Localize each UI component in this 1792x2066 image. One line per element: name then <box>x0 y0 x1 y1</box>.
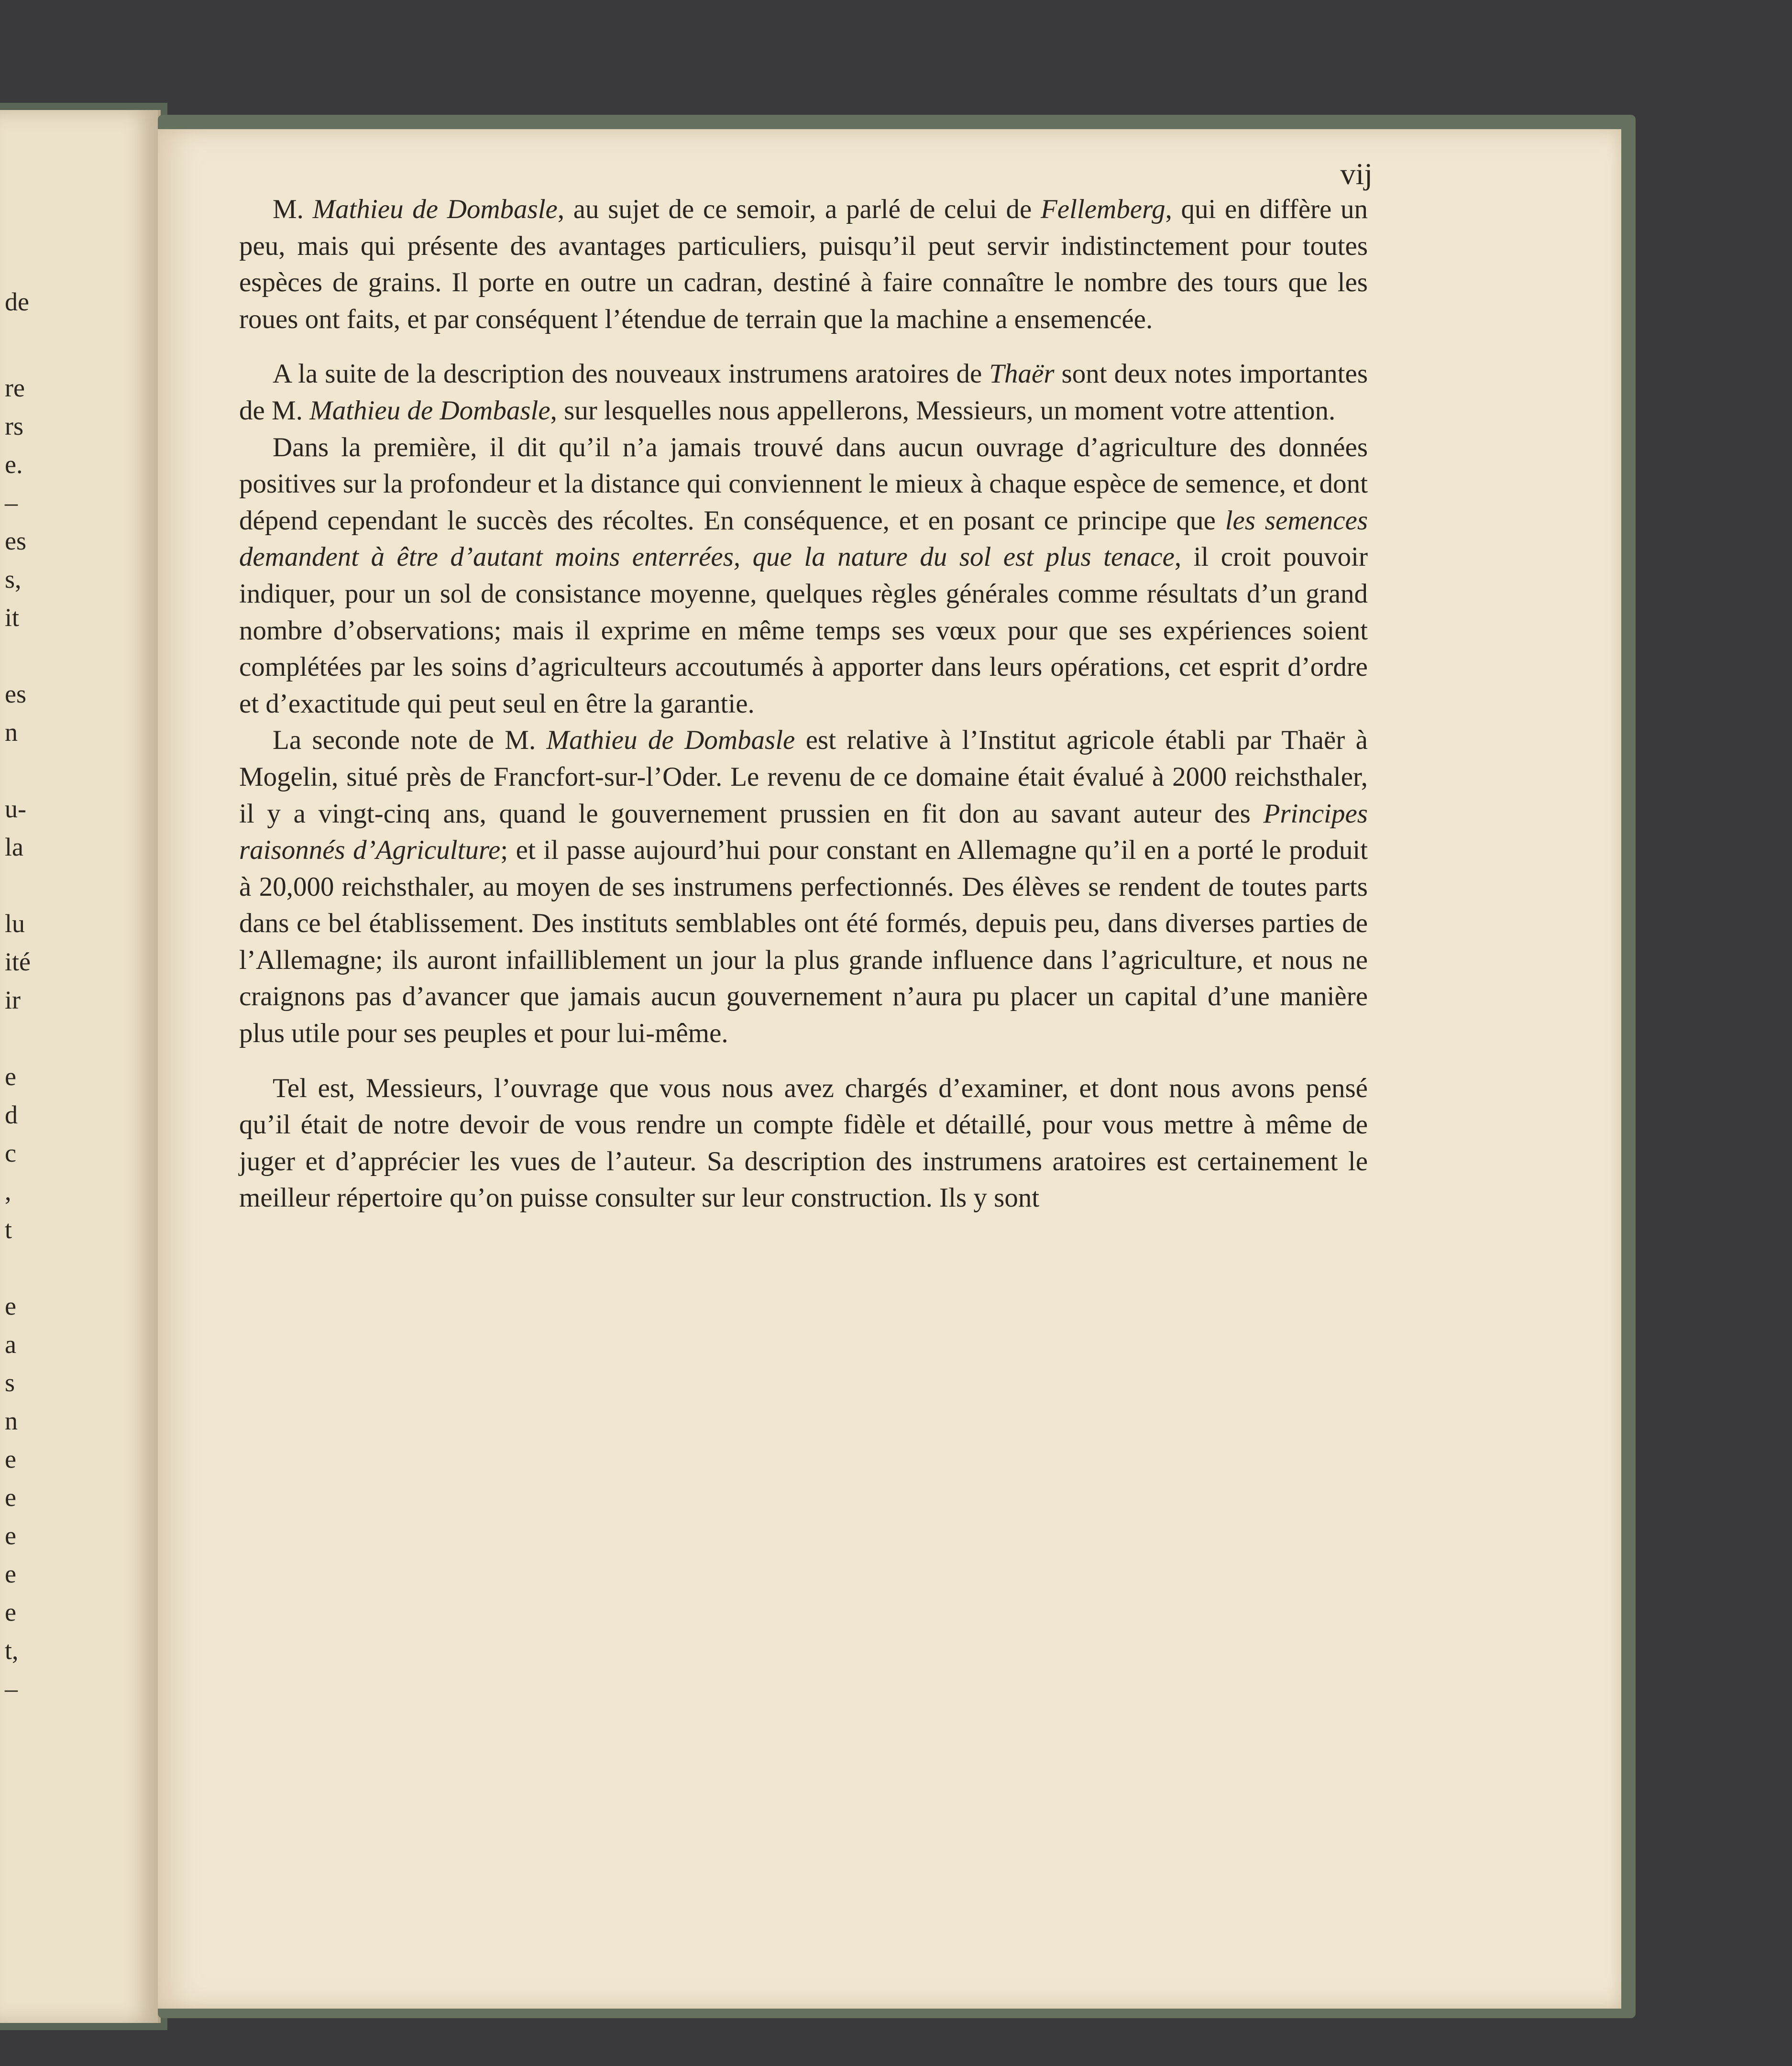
margin-fragment: e <box>5 1062 16 1091</box>
paragraph-1 <box>239 191 1368 338</box>
margin-fragment: e <box>5 1445 16 1473</box>
text-run: La seconde note de M. <box>273 725 547 756</box>
margin-fragment: re <box>5 374 25 402</box>
text-run: Tel est, Messieurs, l’ouvrage que vous nous avez chargés d’examiner, et dont nous avons pensé qu’il était de notre devoir de vous rendre un compte fidèle et détaillé, pour vous mettre à même de juger et d’apprécier les vues de l’auteur. Sa description des instrumens aratoires est certainement le meilleur répertoire qu’on puisse consulter sur leur construction. Ils y sont <box>239 1073 1368 1213</box>
margin-fragment: d <box>5 1100 18 1129</box>
margin-fragment: e <box>5 1560 16 1588</box>
margin-fragment: u- <box>5 794 26 823</box>
paragraph-5 <box>239 1070 1368 1217</box>
paragraph-4 <box>239 722 1368 1052</box>
margin-fragment: c <box>5 1139 16 1167</box>
margin-fragment: , <box>5 1177 11 1206</box>
text-run: Mathieu de Dombasle <box>546 725 795 756</box>
margin-fragment: la <box>5 833 23 861</box>
margin-fragment: s <box>5 1368 15 1397</box>
text-run: Fellemberg <box>1040 194 1165 224</box>
margin-fragment: ir <box>5 986 21 1014</box>
text-run: , sur lesquelles nous appellerons, Messieurs, un moment votre attention. <box>550 395 1336 426</box>
margin-fragment: n <box>5 718 18 747</box>
text-run: Thaër <box>989 359 1055 389</box>
text-run: A la suite de la description des nouveaux instrumens aratoires de <box>273 359 989 389</box>
margin-fragment: e <box>5 1521 16 1550</box>
margin-fragment: it <box>5 603 20 632</box>
margin-fragment: a <box>5 1330 16 1359</box>
margin-fragment: – <box>5 1674 18 1703</box>
text-run: , qui en diffère un peu, mais qui présente des avantages particuliers, puisqu’il peut servir indistinctement pour toutes espèces de grains. Il porte en outre un cadran, destiné à faire connaître le nombre des tours que les roues ont faits, et par conséquent l’étendue de terrain que la machine a ensemencée. <box>239 194 1368 334</box>
paragraph-3 <box>239 429 1368 723</box>
text-run: Dans la première, il dit qu’il n’a jamais trouvé dans aucun ouvrage d’agriculture des données positives sur la profondeur et la distance qui conviennent le mieux à chaque espèce de semence, et dont dépend cependant le succès des récoltes. En conséquence, et en posant ce principe que <box>239 432 1368 536</box>
text-run: les semences demandent à être d’autant moins enterrées, que la nature du sol est plus tenace <box>239 505 1368 572</box>
margin-fragment: es <box>5 680 26 708</box>
text-run: Mathieu de Dombasle <box>309 395 550 426</box>
margin-fragment: lu <box>5 909 25 938</box>
margin-fragment: t <box>5 1215 12 1244</box>
text-run: est relative à l’Institut agricole établi par Thaër à Mogelin, situé près de Francfort-sur-l’Oder. Le revenu de ce domaine était évalué à 2000 reichsthaler, il y a vingt-cinq ans, quand le gouvernement prussien en fit don au savant auteur des <box>239 725 1368 829</box>
margin-fragment: e <box>5 1292 16 1320</box>
paragraph-2 <box>239 356 1368 429</box>
margin-fragment: s, <box>5 565 22 593</box>
margin-fragment: – <box>5 488 18 517</box>
text-run: , au sujet de ce semoir, a parlé de celui de <box>557 194 1041 224</box>
text-run: sont deux notes importantes de M. <box>239 359 1368 426</box>
text-run: ; et il passe aujourd’hui pour constant en Allemagne qu’il en a porté le produit à 20,000 reichsthaler, au moyen de ses instrumens perfectionnés. Des élèves se rendent de toutes parts dans ce bel établissement. Des instituts semblables ont été formés, depuis peu, dans diverses parties de l’Allemagne; ils auront infailliblement un jour la plus grande influence dans l’agriculture, et nous ne craignons pas d’avancer que jamais aucun gouvernement n’aura pu placer un capital d’une manière plus utile pour ses peuples et pour lui-même. <box>239 835 1368 1049</box>
margin-fragment: e <box>5 1598 16 1626</box>
margin-fragment: rs <box>5 412 23 440</box>
text-run: , il croit pouvoir indiquer, pour un sol de consistance moyenne, quelques règles générales comme résultats d’un grand nombre d’observations; mais il exprime en même temps ses vœux pour que ses expériences soient complétées par les soins d’agriculteurs accoutumés à apporter dans leurs opérations, cet esprit d’ordre et d’exactitude qui peut seul en être la garantie. <box>239 542 1368 719</box>
margin-fragment: e. <box>5 450 23 479</box>
margin-fragment: ité <box>5 947 31 976</box>
text-run: Mathieu de Dombasle <box>312 194 558 224</box>
page-number: vij <box>1340 157 1373 191</box>
text-block <box>239 191 1368 1731</box>
margin-fragment: n <box>5 1407 18 1435</box>
text-run: Principes raisonnés d’Agriculture <box>239 798 1368 866</box>
margin-fragment: e <box>5 1483 16 1512</box>
margin-fragment: de <box>5 287 29 316</box>
margin-fragment: es <box>5 527 26 555</box>
text-run: M. <box>273 194 313 224</box>
margin-fragment: t, <box>5 1636 19 1665</box>
